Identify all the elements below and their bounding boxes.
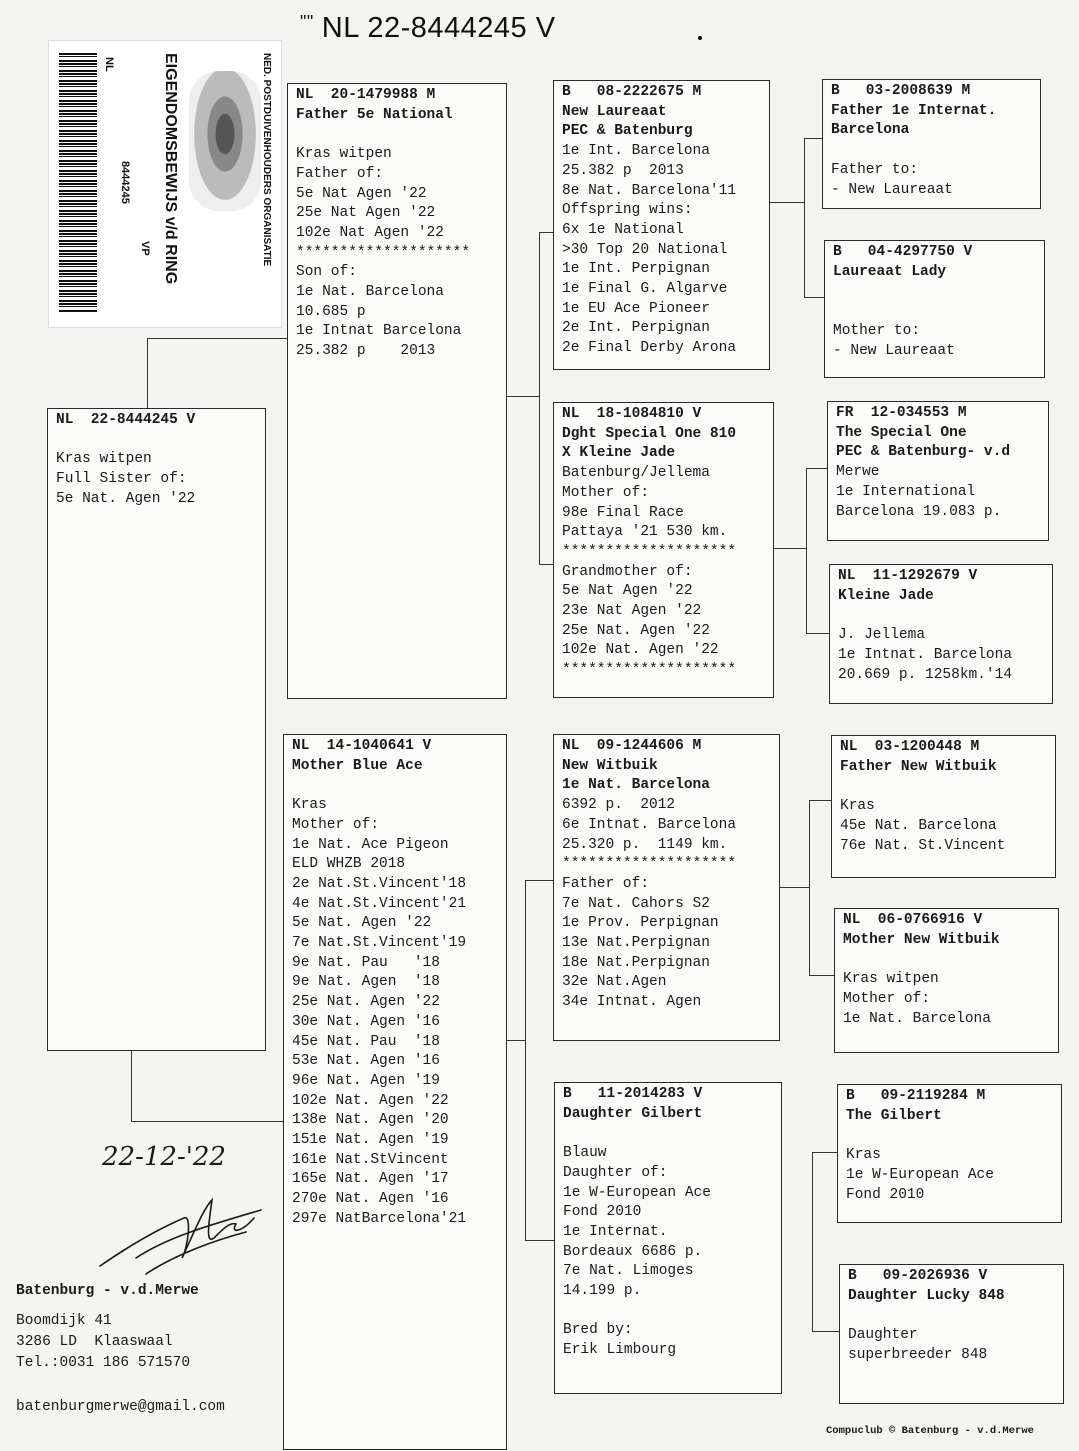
ring-ownership-card — [48, 40, 282, 328]
pedigree-line: 1e Nat. Barcelona — [562, 777, 710, 794]
breeder-name: Batenburg - v.d.Merwe — [16, 1283, 199, 1299]
connector — [806, 468, 828, 469]
pedigree-line: Mother New Witbuik — [843, 931, 1000, 948]
pedigree-line: Merwe — [836, 464, 880, 481]
pedigree-line: 6e Intnat. Barcelona — [562, 816, 737, 833]
pedigree-line: ******************** — [562, 662, 737, 679]
pedigree-line: 13e Nat.Perpignan — [562, 935, 710, 952]
pedigree-line: 6x 1e National — [562, 221, 684, 238]
pedigree-line: ******************** — [296, 244, 471, 261]
pedigree-line: 25e Nat. Agen '22 — [562, 622, 710, 639]
pedigree-line: 102e Nat. Agen '22 — [292, 1092, 449, 1109]
dam-sire-dam-box — [834, 908, 1059, 1053]
connector — [809, 800, 833, 801]
pedigree-line: 2e Int. Perpignan — [562, 320, 710, 337]
connector — [539, 564, 554, 565]
pedigree-line: 2e Nat.St.Vincent'18 — [292, 875, 467, 892]
breeder-email: batenburgmerwe@gmail.com — [16, 1399, 225, 1415]
connector — [539, 232, 540, 565]
pedigree-line: 25.382 p 2013 — [562, 162, 684, 179]
pedigree-line: 25e Nat. Agen '22 — [292, 994, 440, 1011]
pedigree-line: - New Laureaat — [831, 181, 953, 198]
pedigree-line: 5e Nat. Agen '22 — [56, 490, 196, 507]
pedigree-line: Laureaat Lady — [833, 263, 947, 280]
breeder-city: 3286 LD Klaaswaal — [16, 1334, 173, 1350]
pedigree-line: Kras witpen — [56, 451, 152, 468]
pedigree-line: >30 Top 20 National — [562, 241, 728, 258]
connector — [804, 138, 805, 298]
pedigree-line: The Gilbert — [846, 1107, 942, 1124]
pedigree-line — [296, 125, 499, 145]
sire-sire-box — [553, 80, 770, 370]
pedigree-line: 25e Nat Agen '22 — [296, 205, 436, 222]
pedigree-line: Fond 2010 — [846, 1186, 925, 1203]
title-ring-number: NL 22-8444245 V — [321, 12, 556, 44]
pedigree-line: 4e Nat.St.Vincent'21 — [292, 895, 467, 912]
connector — [131, 1050, 132, 1122]
pedigree-line: 8e Nat. Barcelona'11 — [562, 182, 737, 199]
pedigree-line: 102e Nat Agen '22 — [296, 224, 444, 241]
dam-dam-dam-box — [839, 1264, 1064, 1404]
connector — [131, 1121, 288, 1122]
pedigree-line — [843, 950, 1051, 970]
pedigree-line: 20.669 p. 1258km.'14 — [838, 666, 1013, 683]
pedigree-line: Kras witpen — [296, 146, 392, 163]
connector — [806, 468, 807, 634]
pedigree-line: Mother of: — [843, 990, 931, 1007]
ring-number: NL 14-1040641 V — [292, 738, 432, 754]
pedigree-line: 1e W-European Ace — [846, 1166, 994, 1183]
pedigree-line: J. Jellema — [838, 627, 926, 644]
connector — [147, 338, 148, 409]
pedigree-line: 76e Nat. St.Vincent — [840, 837, 1006, 854]
card-title: EIGENDOMSBEWIJS v/d RING — [162, 53, 179, 285]
pedigree-line: Daughter of: — [563, 1164, 668, 1181]
pedigree-line: 9e Nat. Agen '18 — [292, 974, 440, 991]
pedigree-line: 1e Prov. Perpignan — [562, 915, 719, 932]
pedigree-line: 9e Nat. Pau '18 — [292, 954, 440, 971]
pedigree-line: 1e Nat. Ace Pigeon — [292, 836, 449, 853]
pedigree-line: 30e Nat. Agen '16 — [292, 1013, 440, 1030]
pedigree-line: 102e Nat. Agen '22 — [562, 642, 719, 659]
pedigree-line: Daughter Lucky 848 — [848, 1287, 1005, 1304]
dam-sire-box — [553, 734, 780, 1041]
sire-dam-dam-box — [829, 564, 1053, 704]
pedigree-line: 45e Nat. Pau '18 — [292, 1033, 440, 1050]
pedigree-line: 5e Nat. Agen '22 — [292, 915, 432, 932]
card-ring-number: 8444245 — [119, 161, 131, 204]
connector — [147, 338, 287, 339]
pedigree-line: 1e EU Ace Pioneer — [562, 300, 710, 317]
pedigree-line — [56, 431, 258, 451]
connector — [812, 1152, 838, 1153]
ring-number: B 09-2026936 V — [848, 1268, 988, 1284]
pedigree-line: ELD WHZB 2018 — [292, 856, 406, 873]
pedigree-line: New Witbuik — [562, 757, 658, 774]
pedigree-line: PEC & Batenburg — [562, 123, 693, 140]
pedigree-line: 18e Nat.Perpignan — [562, 954, 710, 971]
handwritten-date: 22-12-'22 — [102, 1142, 226, 1172]
pedigree-line: Barcelona 19.083 p. — [836, 503, 1002, 520]
dam-dam-sire-box — [837, 1084, 1062, 1223]
connector — [812, 1331, 840, 1332]
pedigree-line: Batenburg/Jellema — [562, 465, 710, 482]
ring-number: B 11-2014283 V — [563, 1086, 703, 1102]
pedigree-line: Mother of: — [292, 816, 380, 833]
pedigree-line: Pattaya '21 530 km. — [562, 524, 728, 541]
connector — [525, 880, 555, 881]
pedigree-line: ******************** — [562, 543, 737, 560]
connector — [507, 1040, 526, 1041]
pedigree-line: Daughter Gilbert — [563, 1105, 703, 1122]
pedigree-line: 98e Final Race — [562, 504, 684, 521]
pedigree-line: Father 1e Internat. — [831, 102, 997, 119]
pedigree-line — [848, 1306, 1056, 1326]
pedigree-line: 1e W-European Ace — [563, 1184, 711, 1201]
pedigree-line: 1e Int. Perpignan — [562, 261, 710, 278]
card-vp: VP — [139, 241, 151, 256]
pedigree-line: Barcelona — [831, 122, 910, 139]
pedigree-line: 7e Nat.St.Vincent'19 — [292, 935, 467, 952]
ring-number: B 04-4297750 V — [833, 244, 973, 260]
pedigree-line: 5e Nat Agen '22 — [296, 185, 427, 202]
pedigree-line: Father to: — [831, 161, 919, 178]
pedigree-line — [563, 1302, 774, 1322]
connector — [809, 975, 835, 976]
pedigree-line: 5e Nat Agen '22 — [562, 583, 693, 600]
emblem-image — [189, 71, 261, 211]
footer-credit: Compuclub © Batenburg - v.d.Merwe — [826, 1425, 1034, 1437]
pedigree-line: Father of: — [296, 165, 384, 182]
ring-number: NL 20-1479988 M — [296, 87, 436, 103]
ring-number: NL 06-0766916 V — [843, 912, 983, 928]
pedigree-line — [563, 1124, 774, 1144]
pedigree-line: Fond 2010 — [563, 1204, 642, 1221]
ring-number: B 08-2222675 M — [562, 84, 702, 100]
connector — [539, 232, 554, 233]
connector — [507, 396, 540, 397]
pedigree-line: 1e International — [836, 483, 976, 500]
pedigree-line: Erik Limbourg — [563, 1342, 677, 1359]
sire-box — [287, 83, 507, 699]
breeder-street: Boomdijk 41 — [16, 1313, 112, 1329]
pedigree-line: 25.320 p. 1149 km. — [562, 836, 728, 853]
pedigree-line: PEC & Batenburg- v.d — [836, 444, 1011, 461]
ring-number: NL 11-1292679 V — [838, 568, 978, 584]
ring-number: NL 09-1244606 M — [562, 738, 702, 754]
pedigree-line: 2e Final Derby Arona — [562, 340, 737, 357]
ring-number: NL 03-1200448 M — [840, 739, 980, 755]
pedigree-line: The Special One — [836, 424, 967, 441]
pedigree-line — [838, 606, 1045, 626]
ring-number: NL 18-1084810 V — [562, 406, 702, 422]
connector — [780, 887, 810, 888]
connector — [770, 202, 805, 203]
pedigree-line: 1e Int. Barcelona — [562, 143, 710, 160]
pedigree-line: 270e Nat. Agen '16 — [292, 1191, 449, 1208]
pedigree-line: Kras — [292, 797, 327, 814]
pedigree-line: ******************** — [562, 856, 737, 873]
pedigree-line — [833, 302, 1037, 322]
pedigree-line: 96e Nat. Agen '19 — [292, 1072, 440, 1089]
pedigree-line: 165e Nat. Agen '17 — [292, 1171, 449, 1188]
pedigree-line: Father of: — [562, 875, 650, 892]
pedigree-line — [840, 777, 1048, 797]
page-title — [300, 12, 556, 45]
pedigree-line: - New Laureaat — [833, 342, 955, 359]
pedigree-line: X Kleine Jade — [562, 445, 676, 462]
breeder-phone: Tel.:0031 186 571570 — [16, 1355, 191, 1371]
dam-sire-sire-box — [831, 735, 1056, 878]
connector — [804, 297, 825, 298]
pedigree-line: Grandmother of: — [562, 563, 693, 580]
pedigree-line: Father 5e National — [296, 106, 453, 123]
subject-pigeon-box — [47, 408, 266, 1051]
pedigree-line: 34e Intnat. Agen — [562, 994, 702, 1011]
pedigree-line: Kleine Jade — [838, 587, 934, 604]
pedigree-line: 297e NatBarcelona'21 — [292, 1210, 467, 1227]
pedigree-line: 138e Nat. Agen '20 — [292, 1112, 449, 1129]
pedigree-line: 14.199 p. — [563, 1283, 642, 1300]
pedigree-line: 32e Nat.Agen — [562, 974, 667, 991]
pedigree-line: 7e Nat. Cahors S2 — [562, 895, 710, 912]
pedigree-line: Bordeaux 6686 p. — [563, 1243, 703, 1260]
pedigree-line: Kras — [840, 798, 875, 815]
pedigree-line: 7e Nat. Limoges — [563, 1263, 694, 1280]
pedigree-line — [846, 1126, 1054, 1146]
barcode — [59, 53, 97, 313]
pedigree-line: 1e Intnat Barcelona — [296, 323, 462, 340]
ring-number: B 09-2119284 M — [846, 1088, 986, 1104]
pedigree-line: Daughter — [848, 1327, 918, 1344]
connector — [525, 880, 526, 1240]
dam-dam-box — [554, 1082, 782, 1394]
card-country: NL — [103, 57, 115, 72]
pedigree-line: 151e Nat. Agen '19 — [292, 1132, 449, 1149]
sire-dam-box — [553, 402, 774, 698]
pedigree-line: 161e Nat.StVincent — [292, 1151, 449, 1168]
pedigree-line: Blauw — [563, 1145, 607, 1162]
pedigree-line: Mother Blue Ace — [292, 757, 423, 774]
pedigree-line: superbreeder 848 — [848, 1346, 988, 1363]
pedigree-line: 53e Nat. Agen '16 — [292, 1053, 440, 1070]
pedigree-line: Father New Witbuik — [840, 758, 997, 775]
pedigree-line: New Laureaat — [562, 103, 667, 120]
title-quote-mark: "" — [300, 12, 314, 32]
pedigree-line: 1e Internat. — [563, 1223, 668, 1240]
connector — [525, 1240, 555, 1241]
pedigree-line — [833, 282, 1037, 302]
connector — [774, 548, 807, 549]
card-organisation: NED. POSTDUIVENHOUDERS ORGANISATIE — [261, 53, 272, 267]
pedigree-line: 6392 p. 2012 — [562, 797, 676, 814]
pedigree-line: 1e Intnat. Barcelona — [838, 646, 1013, 663]
pedigree-line: 1e Final G. Algarve — [562, 281, 728, 298]
sire-sire-dam-box — [824, 240, 1045, 378]
connector — [806, 633, 830, 634]
pedigree-line: Dght Special One 810 — [562, 425, 737, 442]
pedigree-line: 1e Nat. Barcelona — [296, 284, 444, 301]
pedigree-line — [831, 141, 1033, 161]
pedigree-line: 23e Nat Agen '22 — [562, 603, 702, 620]
pedigree-line: Son of: — [296, 264, 357, 281]
sire-dam-sire-box — [827, 401, 1049, 541]
pedigree-line: Kras — [846, 1147, 881, 1164]
ring-number: B 03-2008639 M — [831, 83, 971, 99]
pedigree-line: Mother of: — [562, 484, 650, 501]
pedigree-line — [292, 776, 499, 796]
sire-sire-sire-box — [822, 79, 1041, 209]
pedigree-line: 10.685 p — [296, 303, 366, 320]
ring-number: FR 12-034553 M — [836, 405, 967, 421]
pedigree-line: Full Sister of: — [56, 471, 187, 488]
pedigree-line: Bred by: — [563, 1322, 633, 1339]
pedigree-line: 1e Nat. Barcelona — [843, 1010, 991, 1027]
dam-box — [283, 734, 507, 1450]
connector — [812, 1152, 813, 1332]
pedigree-line: 25.382 p 2013 — [296, 343, 436, 360]
pedigree-line: Mother to: — [833, 322, 921, 339]
ring-number: NL 22-8444245 V — [56, 412, 196, 428]
pedigree-line: 45e Nat. Barcelona — [840, 817, 997, 834]
signature-scribble — [96, 1188, 266, 1278]
pedigree-line: Kras witpen — [843, 971, 939, 988]
connector — [809, 800, 810, 976]
pedigree-line: Offspring wins: — [562, 202, 693, 219]
ink-dot — [698, 36, 702, 40]
